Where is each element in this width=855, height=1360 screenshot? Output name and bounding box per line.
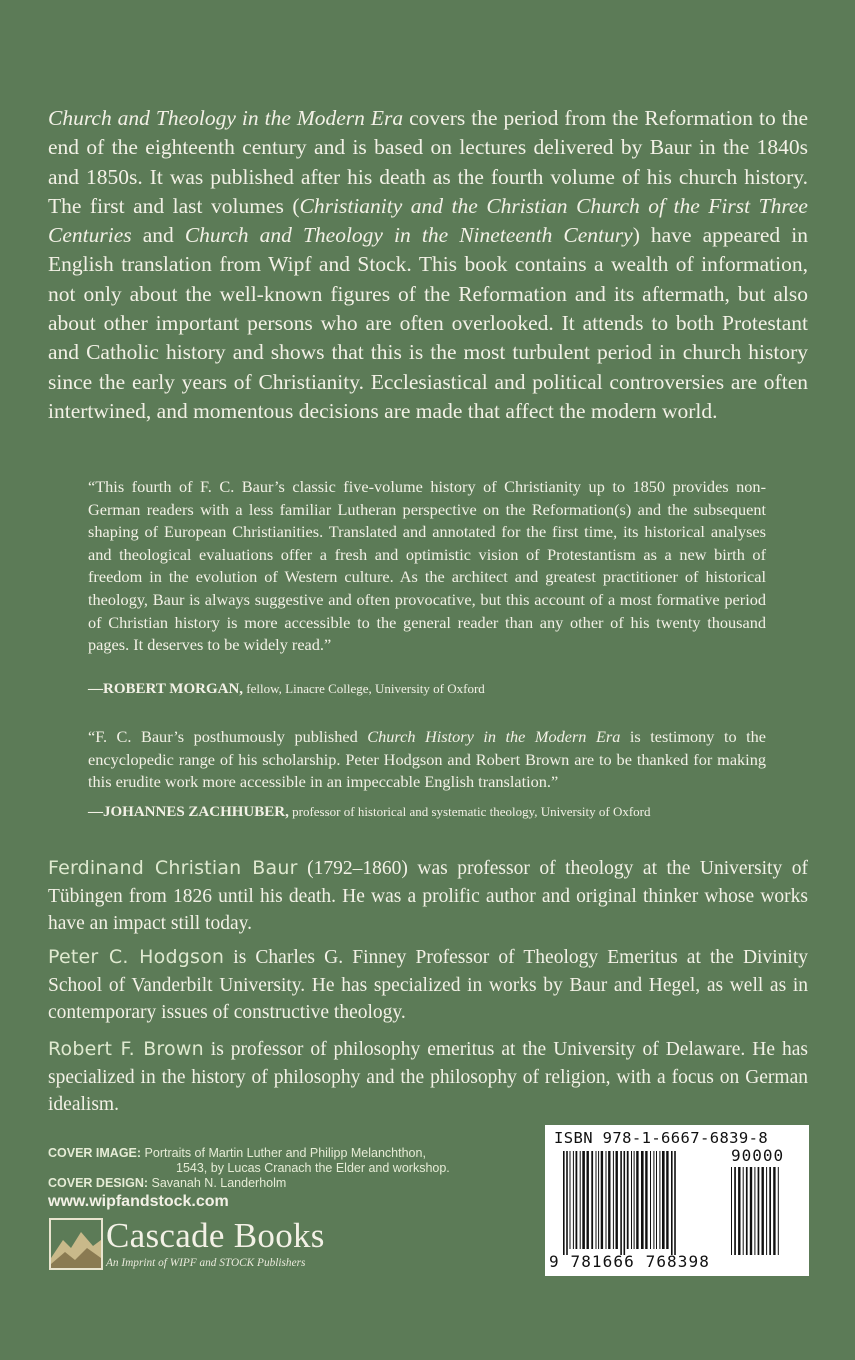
barcode-bar bbox=[596, 1151, 597, 1249]
barcode-bar bbox=[773, 1167, 775, 1255]
barcode-bar bbox=[754, 1167, 755, 1255]
publisher-name: Cascade Books bbox=[106, 1216, 325, 1255]
barcode-bar bbox=[608, 1151, 610, 1249]
barcode-bar bbox=[601, 1151, 603, 1249]
mountain-logo-icon bbox=[49, 1218, 103, 1270]
endorsement-zachhuber-attribution: —JOHANNES ZACHHUBER, professor of historical and systematic theology, University of Oxford bbox=[88, 804, 651, 820]
author-name: Ferdinand Christian Baur bbox=[48, 857, 298, 879]
barcode-bar bbox=[570, 1151, 571, 1249]
barcode-bar bbox=[666, 1151, 668, 1249]
barcode-bar bbox=[746, 1167, 748, 1255]
barcode-bar bbox=[743, 1167, 744, 1255]
barcode-bar bbox=[606, 1151, 607, 1249]
translator-name: Robert F. Brown bbox=[48, 1038, 204, 1060]
barcode-bar bbox=[573, 1151, 574, 1249]
barcode-bar bbox=[641, 1151, 644, 1249]
book-description: Church and Theology in the Modern Era covers the period from the Reformation to the end of the eighteenth century and is based on lectures delivered by Baur in the 1840s and 1850s. It was published after his death as the fourth volume of his church history. The first and last volumes (Christianity and the Christian Church of the First Three Centuries and Church and Theology in the Nineteenth Century) have appeared in English translation from Wipf and Stock. This book contains a wealth of information, not only about the well-known figures of the Reformation and its aftermath, but also about other important persons who are often overlooked. It attends to both Protestant and Catholic history and shows that this is the most turbulent period in church history since the early years of Christianity. Ecclesiastical and political controversies are often intertwined, and momentous decisions are made that affect the modern world. bbox=[48, 106, 808, 423]
barcode-bar bbox=[582, 1151, 585, 1249]
barcode-bar bbox=[758, 1167, 760, 1255]
barcode-bar bbox=[659, 1151, 660, 1249]
endorsement-morgan-attribution: —ROBERT MORGAN, fellow, Linacre College, University of Oxford bbox=[88, 681, 485, 697]
barcode-bar bbox=[566, 1151, 568, 1255]
translator-bio-hodgson: Peter C. Hodgson is Charles G. Finney Professor of Theology Emeritus at the Divinity School of Vanderbilt University. He has specialized in works by Baur and Hegel, as well as in contemporary issues of constructive theology. bbox=[48, 946, 808, 1023]
barcode-bar bbox=[762, 1167, 764, 1255]
publisher-imprint: An Imprint of WIPF and STOCK Publishers bbox=[106, 1257, 306, 1269]
endorsement-morgan: “This fourth of F. C. Baur’s classic five-volume history of Christianity up to 1850 provides non-German readers with a less familiar Lutheran perspective on the Reformation(s) and the subsequent shaping of European Christianities. Translated and annotated for the first time, its historical analyses and theological evaluations offer a fresh and optimistic vision of Protestantism as a new birth of freedom in the evolution of Western culture. As the architect and greatest practitioner of historical theology, Baur is always suggestive and often provocative, but this account of a most formative period of Christian history is more accessible to the general reader than any other of his twenty thousand pages. It deserves to be widely read.” bbox=[88, 477, 766, 655]
barcode-bar bbox=[563, 1151, 565, 1255]
barcode-bar bbox=[620, 1151, 622, 1255]
book-title-italic: Church and Theology in the Modern Era bbox=[48, 106, 404, 130]
isbn-barcode bbox=[545, 1125, 809, 1276]
barcode-bar bbox=[636, 1151, 638, 1249]
barcode-bar bbox=[591, 1151, 593, 1249]
barcode-bar bbox=[731, 1167, 732, 1255]
translator-name: Peter C. Hodgson bbox=[48, 946, 225, 968]
publisher-website: www.wipfandstock.com bbox=[48, 1193, 229, 1210]
endorsement-zachhuber: “F. C. Baur’s posthumously published Church History in the Modern Era is testimony to the encyclopedic range of his scholarship. Peter Hodgson and Robert Brown are to be thanked for making this erudite work more accessible in an impeccable English translation.” bbox=[88, 727, 766, 792]
author-bio-baur: Ferdinand Christian Baur (1792–1860) was professor of theology at the University of Tübingen from 1826 until his death. He was a prolific author and original thinker whose works have an impact still today. bbox=[48, 857, 808, 934]
barcode-bar bbox=[671, 1151, 673, 1255]
barcode-bar bbox=[662, 1151, 665, 1249]
translator-bio-brown: Robert F. Brown is professor of philosophy emeritus at the University of Delaware. He has specialized in the history of philosophy and the philosophy of religion, with a focus on German idealism. bbox=[48, 1038, 808, 1115]
cover-credits: COVER IMAGE: Portraits of Martin Luther and Philipp Melanchthon, 1543, by Lucas Cranach the Elder and workshop. COVER DESIGN: Savanah N. Landerholm bbox=[48, 1146, 450, 1190]
barcode-bar bbox=[634, 1151, 635, 1249]
barcode-bar bbox=[645, 1151, 647, 1249]
barcode-bar bbox=[627, 1151, 629, 1249]
barcode-bar bbox=[616, 1151, 618, 1249]
barcode-bar bbox=[598, 1151, 599, 1249]
barcode-bar bbox=[650, 1151, 651, 1249]
price-code: 90000 bbox=[731, 1146, 785, 1165]
barcode-bar bbox=[631, 1151, 632, 1249]
barcode-bar bbox=[656, 1151, 657, 1249]
barcode-bar bbox=[624, 1151, 626, 1255]
barcode-bar bbox=[587, 1151, 589, 1249]
barcode-bar bbox=[653, 1151, 654, 1249]
isbn-number: ISBN 978-1-6667-6839-8 bbox=[554, 1129, 769, 1147]
barcode-bar bbox=[576, 1151, 578, 1249]
barcode-bar bbox=[750, 1167, 752, 1255]
barcode-bar bbox=[769, 1167, 771, 1255]
barcode-bar bbox=[734, 1167, 736, 1255]
barcode-bar bbox=[766, 1167, 767, 1255]
barcode-bar bbox=[674, 1151, 676, 1255]
barcode-bar bbox=[580, 1151, 581, 1249]
barcode-bar bbox=[778, 1167, 779, 1255]
barcode-bar bbox=[613, 1151, 614, 1249]
ean-digits: 9 781666 768398 bbox=[549, 1252, 710, 1271]
barcode-bar bbox=[738, 1167, 740, 1255]
